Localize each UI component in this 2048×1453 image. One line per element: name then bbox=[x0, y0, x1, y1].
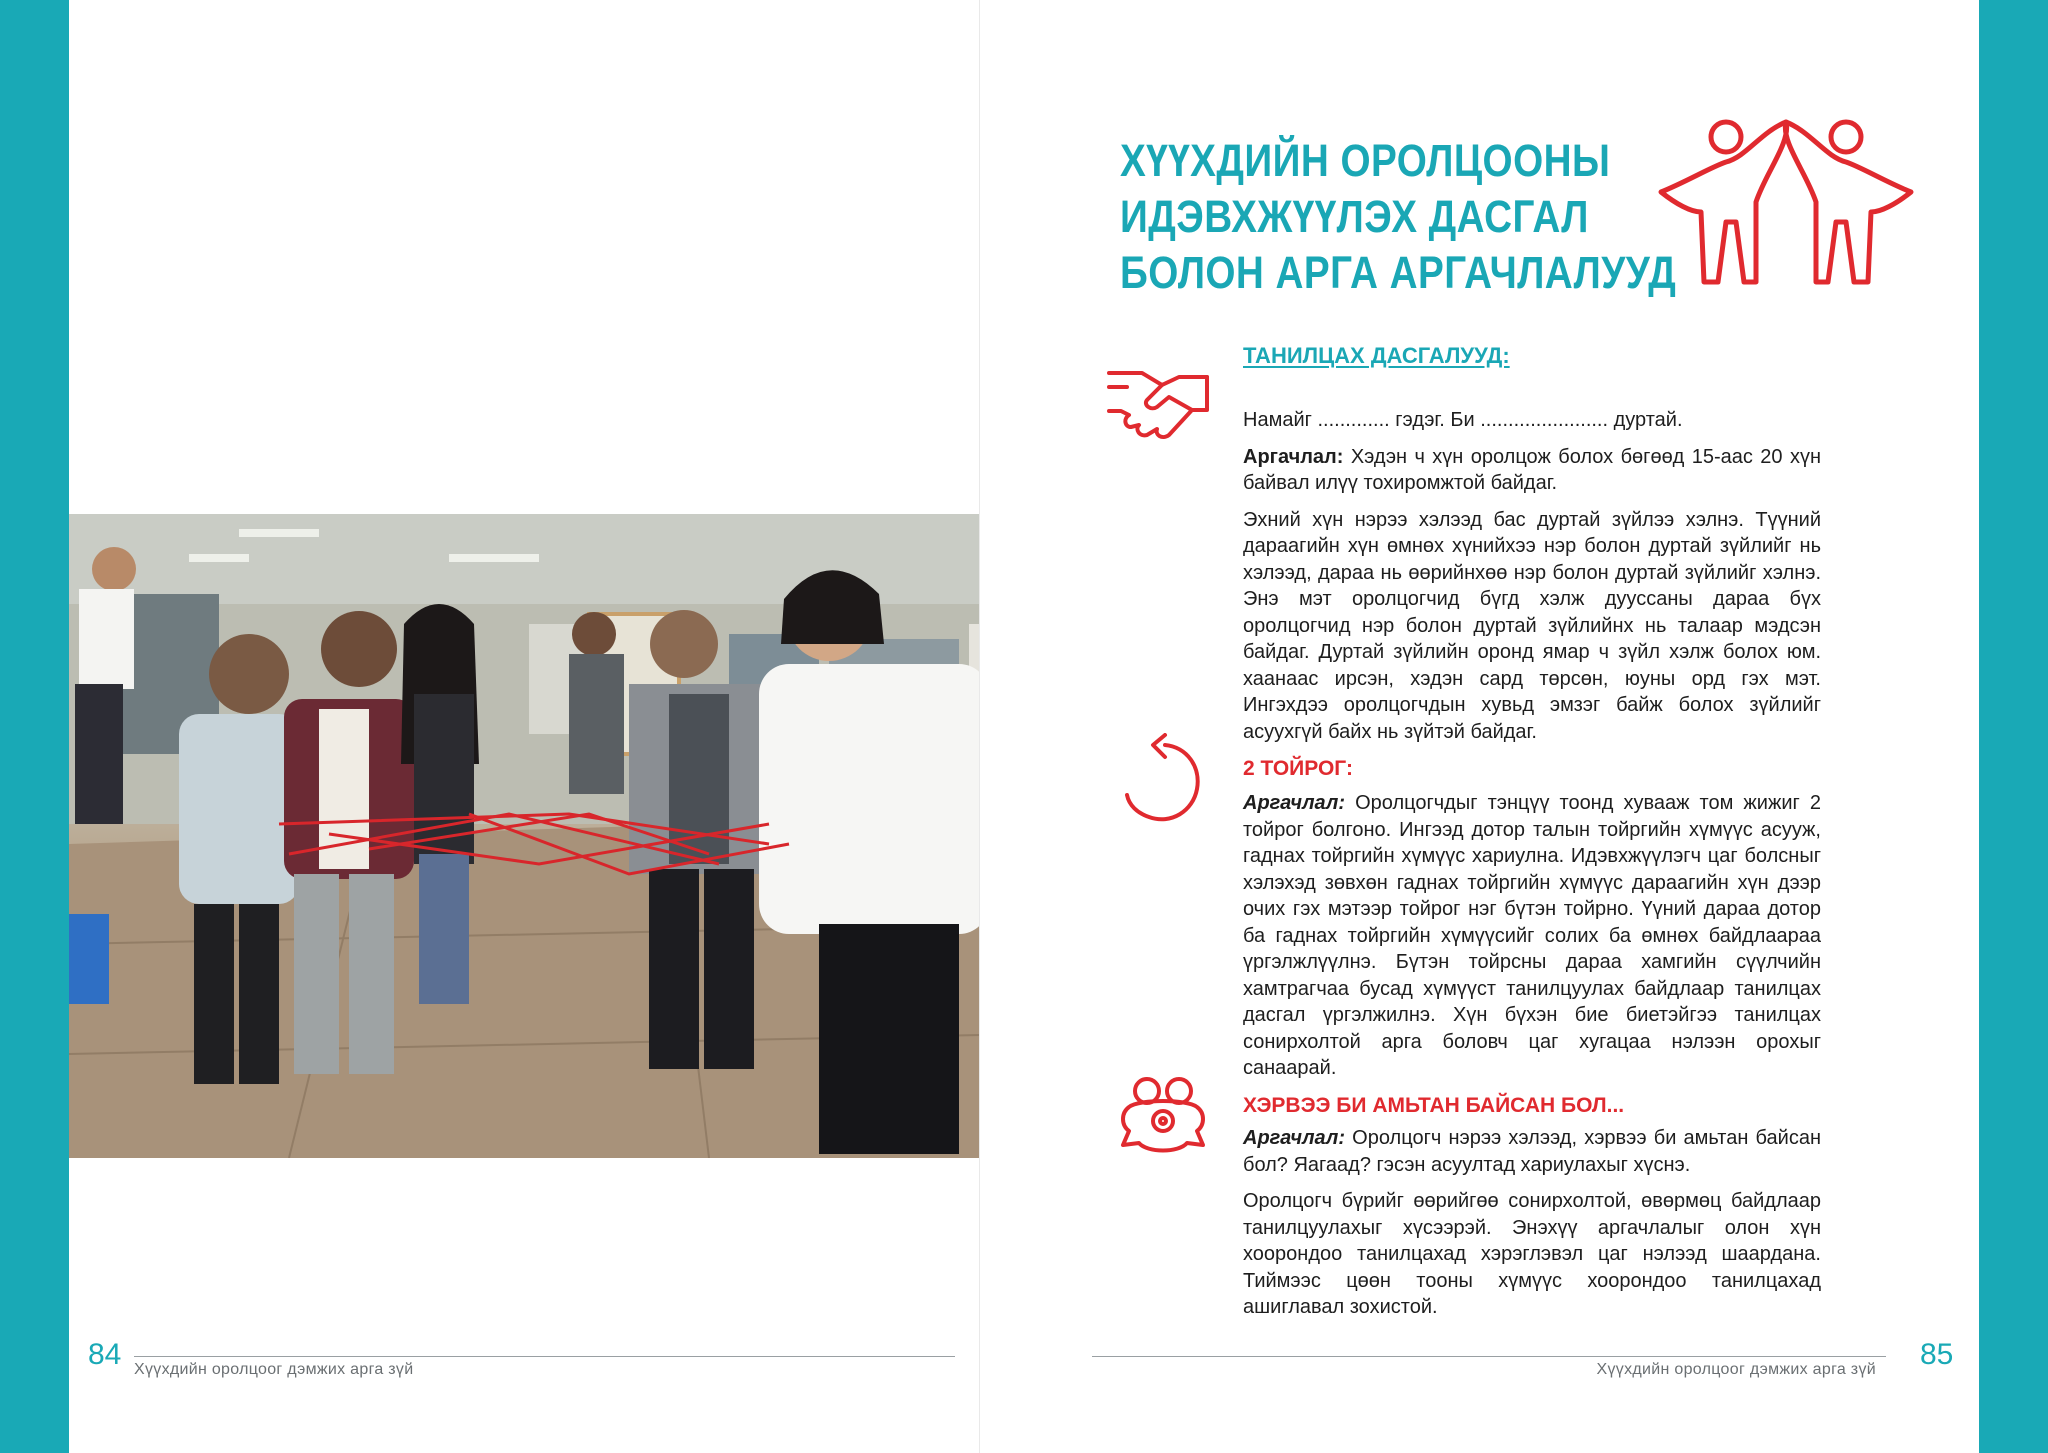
two-people-icon bbox=[1656, 112, 1916, 292]
method-paragraph bbox=[1243, 1125, 1821, 1178]
body-paragraph: Оролцогч бүрийг өөрийгөө сонирхолтой, өвөрмөц байдлаар танилцуулахыг хүсээрэй. Энэхүү аргачлалыг олон хүн хоорондоо танилцахад хэрэглэвэл цаг нэлээд шаардана. Тиймээс цөөн тооны хүмүүс хоорондоо танилцахад ашиглавал зохистой. bbox=[1243, 1190, 1821, 1318]
section-heading: 2 ТОЙРОГ: bbox=[1243, 757, 1353, 780]
section-if-i-were-animal bbox=[1243, 1093, 1821, 1331]
method-text: Хэдэн ч хүн оролцож болох бөгөөд 15-аас 20 хүн байвал илүү тохиромжтой байдаг. bbox=[1243, 445, 1821, 494]
activity-photo bbox=[69, 514, 980, 1158]
method-paragraph bbox=[1243, 790, 1821, 1082]
circular-arrow-icon bbox=[1125, 733, 1205, 828]
left-page bbox=[69, 0, 980, 1453]
footer-rule-right bbox=[1092, 1356, 1886, 1357]
right-page bbox=[980, 0, 1979, 1453]
section-two-circles bbox=[1243, 756, 1821, 1092]
page-number-left: 84 bbox=[88, 1338, 122, 1371]
flower-face-icon bbox=[1117, 1073, 1209, 1165]
section-getting-acquainted bbox=[1243, 343, 1821, 755]
footer-text-left: Хүүхдийн оролцоог дэмжих арга зүй bbox=[134, 1361, 414, 1378]
method-label: Аргачлал: bbox=[1243, 792, 1346, 814]
method-text: Оролцогчдыг тэнцүү тоонд хувааж том жижиг 2 тойрог болгоно. Ингээд дотор талын тойргийн хүмүүс асууж, гаднах тойргийн хүмүүс хариулна. Идэвхжүүлэгч цаг болсныг хэлэхэд зөвхөн гаднах тойргийн хүмүүс дараагийн хүн дээр очих гэх мэтээр тойрог нэг бүтэн тойрно. Үүний дараа дотор ба гаднах тойргийн хүмүүсийг солих ба өмнөх байдлаараа үргэлжлүүлнэ. Бүтэн тойрсны дараа хамгийн сүүлчийн хамтрагчаа бусад хүмүүст танилцуулах байдлаар танилцах дасгал үргэлжилнэ. Хүн бүхэн бие биетэйгээ танилцах сонирхолтой арга боловч цаг хугацаа нэлээн орохыг санаарай. bbox=[1243, 792, 1821, 1079]
method-text: Оролцогч нэрээ хэлээд, хэрвээ би амьтан байсан бол? Яагаад? гэсэн асуултад хариулахыг хүснэ. bbox=[1243, 1127, 1821, 1176]
photo-illustration bbox=[69, 514, 980, 1158]
body-paragraph: Эхний хүн нэрээ хэлээд бас дуртай зүйлээ хэлнэ. Түүний дараагийн хүн өмнөх хүнийхээ нэр болон дуртай зүйлийг нь хэлээд, дараа нь өөрийнхөө нэр болон дуртай зүйлийг хэлнэ. Энэ мэт оролцогчид бүгд хэлж дууссаны дараа бүх оролцогчид нэр болон дуртай зүйлийнх нь талаар мэдсэн байдаг. Дуртай зүйлийн оронд ямар ч зүйл хэлж болох юм. хаанаас ирсэн, хэдэн сард төрсөн, юуны орд гэх мэт. Ингэхдээ оролцогчдын хувьд эмзэг байж болох зүйлийг асуухгүй байх нь зүйтэй байдаг. bbox=[1243, 508, 1821, 743]
section-heading: ХЭРВЭЭ БИ АМЬТАН БАЙСАН БОЛ... bbox=[1243, 1094, 1625, 1117]
page-title bbox=[1120, 133, 1677, 301]
handshake-icon bbox=[1107, 365, 1212, 445]
footer-rule-left bbox=[134, 1356, 955, 1357]
section-heading: ТАНИЛЦАХ ДАСГАЛУУД: bbox=[1243, 343, 1510, 368]
footer-text-right: Хүүхдийн оролцоог дэмжих арга зүй bbox=[1596, 1361, 1876, 1378]
method-label: Аргачлал: bbox=[1243, 445, 1344, 468]
method-label: Аргачлал: bbox=[1243, 1127, 1346, 1149]
page-number-right: 85 bbox=[1920, 1338, 1954, 1371]
title-line: ХҮҮХДИЙН ОРОЛЦООНЫ bbox=[1120, 135, 1611, 186]
method-paragraph bbox=[1243, 444, 1821, 497]
title-line: ИДЭВХЖҮҮЛЭХ ДАСГАЛ bbox=[1120, 191, 1589, 242]
fill-in-sentence: Намайг ............. гэдэг. Би ....................... дуртай. bbox=[1243, 409, 1683, 431]
title-line: БОЛОН АРГА АРГАЧЛАЛУУД bbox=[1120, 247, 1677, 298]
